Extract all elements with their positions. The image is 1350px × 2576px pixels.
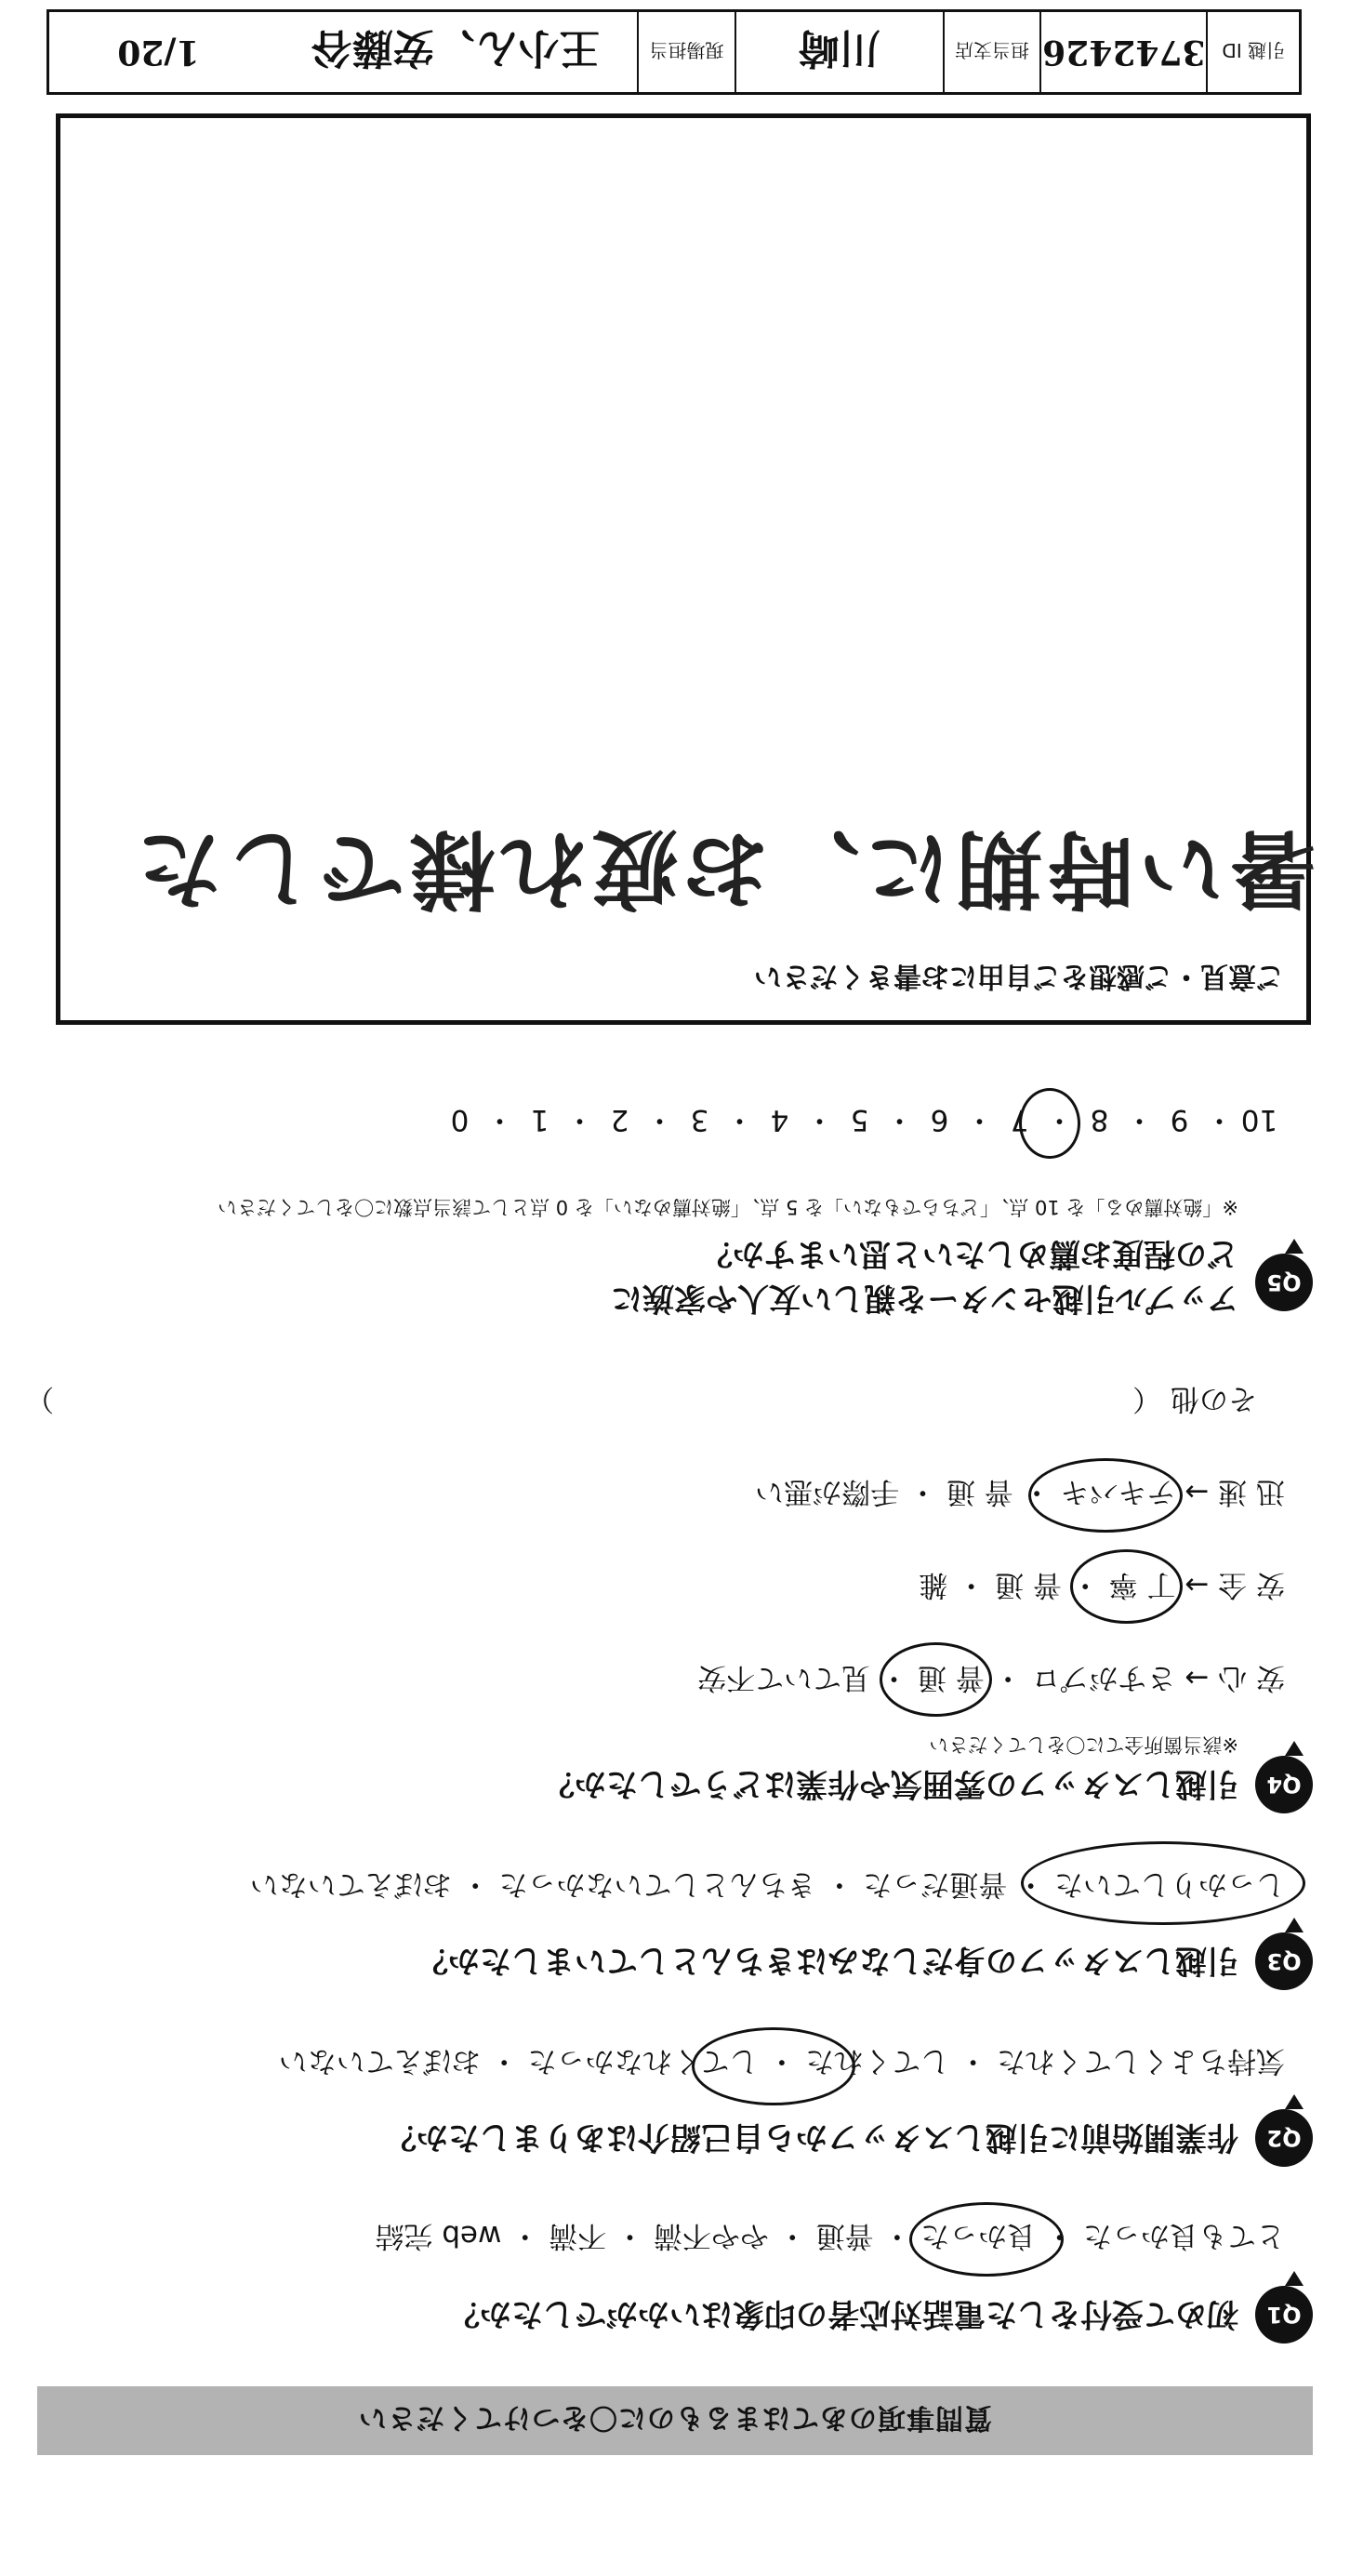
q5-score-1[interactable]: 1 bbox=[530, 1103, 549, 1136]
q5-score-0[interactable]: 0 bbox=[450, 1103, 470, 1136]
q5-note: ※「絶対薦める」を 10 点、「どちらでもない」を 5 点、「絶対薦めない」を 0 点として該当点数に〇をしてください bbox=[218, 1196, 1238, 1218]
q2-options: 気持ちよくしてくれた ・ してくれた ・ してくれなかった ・ おぼえていない bbox=[278, 2044, 1285, 2078]
q1-option-1[interactable]: とても良かった bbox=[1083, 2219, 1285, 2252]
q5-score-2[interactable]: 2 bbox=[610, 1103, 629, 1136]
q4-jinsoku-circle bbox=[1028, 1458, 1183, 1533]
q4-row-anzen: 安 全 → 丁 寧 ・ 普 通 ・ 雑 bbox=[919, 1568, 1285, 1601]
q4-other-label: その他 bbox=[1171, 1382, 1257, 1415]
page-value: 1/20 bbox=[117, 33, 200, 72]
q4-row-jinsoku: 迅 速 → テキパキ ・ 普 通 ・ 手際が悪い bbox=[755, 1475, 1285, 1508]
q5-score-6[interactable]: 6 bbox=[930, 1103, 949, 1136]
handwritten-comment: 暑い時期に、お疲れ様でした bbox=[130, 818, 1316, 919]
comment-box[interactable] bbox=[56, 113, 1316, 1025]
q4-row-label: 迅 速 bbox=[1218, 1475, 1285, 1508]
q1-options: とても良かった ・ 良かった ・ 普通 ・ やや不満 ・ 不満 ・ web 完結 bbox=[375, 2219, 1285, 2252]
q4-option[interactable]: 普 通 bbox=[917, 1661, 985, 1694]
instruction-text: 質問事項のあてはまるものに〇をつけてください bbox=[358, 2401, 992, 2434]
leader-label-cell bbox=[637, 12, 735, 92]
q5-text-line1: アップル引越センターを親しい友人や家族に bbox=[611, 1280, 1238, 1317]
leader-value-cell bbox=[49, 12, 637, 92]
q2-answer-circle bbox=[692, 2027, 855, 2105]
q4-option[interactable]: 普 通 bbox=[946, 1475, 1013, 1508]
q5-score-8[interactable]: 8 bbox=[1090, 1103, 1109, 1136]
q4-option[interactable]: さすがプロ bbox=[1031, 1661, 1176, 1694]
q4-option[interactable]: 普 通 bbox=[995, 1568, 1062, 1601]
q4-badge: Q4 bbox=[1255, 1741, 1313, 1813]
q4-anshin-circle bbox=[880, 1642, 992, 1717]
q4-note: ※該当箇所全てに〇をしてください bbox=[929, 1733, 1238, 1756]
id-value-cell bbox=[1039, 12, 1206, 92]
q5-badge: Q5 bbox=[1255, 1239, 1313, 1311]
branch-value: 川崎 bbox=[798, 24, 880, 72]
q1-text: 初めて受付をした電話対応者の印象はいかがでしたか？ bbox=[448, 2295, 1238, 2332]
branch-label-cell bbox=[943, 12, 1040, 92]
q4-option[interactable]: 丁 寧 bbox=[1108, 1568, 1176, 1601]
q5-score-3[interactable]: 3 bbox=[690, 1103, 709, 1136]
q5-score-10[interactable]: 10 bbox=[1240, 1103, 1278, 1136]
branch-label: 担当支店 bbox=[955, 39, 1030, 62]
q2-badge: Q2 bbox=[1255, 2094, 1313, 2167]
q5-score-4[interactable]: 4 bbox=[770, 1103, 789, 1136]
q1-option-5[interactable]: 不満 bbox=[549, 2219, 607, 2252]
q5-text-line2: どの程度お薦めしたいと思いますか？ bbox=[701, 1235, 1238, 1272]
q4-option[interactable]: 手際が悪い bbox=[755, 1475, 900, 1508]
leader-value: 王小ん、安藤谷 bbox=[311, 24, 601, 72]
q3-answer-circle bbox=[1021, 1841, 1305, 1925]
q1-option-3[interactable]: 普通 bbox=[815, 2219, 874, 2252]
id-label-cell bbox=[1206, 12, 1299, 92]
q5-score-5[interactable]: 5 bbox=[850, 1103, 869, 1136]
q4-row-label: 安 心 bbox=[1218, 1661, 1285, 1694]
q1-option-2[interactable]: 良かった bbox=[920, 2219, 1037, 2252]
q1-badge: Q1 bbox=[1255, 2271, 1313, 2344]
id-value: 3742426 bbox=[1042, 33, 1206, 72]
q4-other: その他 （） bbox=[25, 1382, 1257, 1415]
q5-score-9[interactable]: 9 bbox=[1170, 1103, 1189, 1136]
q3-badge: Q3 bbox=[1255, 1918, 1313, 1990]
q1-option-4[interactable]: やや不満 bbox=[653, 2219, 769, 2252]
q3-options: しっかりしていた ・ 普通だった ・ きちんとしていなかった ・ おぼえていない bbox=[249, 1867, 1285, 1901]
q3-option-1[interactable]: しっかりしていた bbox=[1054, 1867, 1285, 1901]
q1-option-6[interactable]: web 完結 bbox=[375, 2219, 502, 2252]
q3-option-4[interactable]: おぼえていない bbox=[249, 1867, 452, 1901]
q4-row-label: 安 全 bbox=[1218, 1568, 1285, 1601]
q2-option-3[interactable]: してくれなかった bbox=[527, 2044, 759, 2078]
id-label: 引越 ID bbox=[1222, 39, 1286, 62]
q2-option-1[interactable]: 気持ちよくしてくれた bbox=[997, 2044, 1285, 2078]
branch-value-cell bbox=[735, 12, 943, 92]
q2-option-4[interactable]: おぼえていない bbox=[278, 2044, 481, 2078]
q5-score-7[interactable]: 7 bbox=[1010, 1103, 1029, 1136]
q4-text: 引越しスタッフの雰囲気や作業はどうでしたか？ bbox=[543, 1765, 1238, 1802]
footer-table bbox=[46, 9, 1302, 95]
leader-label: 現場担当 bbox=[649, 39, 724, 62]
q3-option-3[interactable]: きちんとしていなかった bbox=[498, 1867, 816, 1901]
q5-answer-circle bbox=[1019, 1088, 1080, 1159]
q4-anzen-circle bbox=[1070, 1549, 1183, 1624]
comment-title: ご意見・ご感想をご自由にお書きください bbox=[754, 960, 1284, 992]
q4-row-anshin: 安 心 → さすがプロ ・ 普 通 ・ 見ていて不安 bbox=[697, 1661, 1285, 1694]
q4-option[interactable]: テキパキ bbox=[1060, 1475, 1176, 1508]
q3-text: 引越しスタッフの身だしなみはきちんとしていましたか？ bbox=[417, 1942, 1238, 1979]
q4-option[interactable]: 見ていて不安 bbox=[697, 1661, 871, 1694]
instruction-banner bbox=[37, 2386, 1313, 2455]
q2-option-2[interactable]: してくれた bbox=[805, 2044, 950, 2078]
q5-scale: 10・9・8・7・6・5・4・3・2・1・0 bbox=[434, 1102, 1285, 1144]
q3-option-2[interactable]: 普通だった bbox=[863, 1867, 1008, 1901]
q4-option[interactable]: 雑 bbox=[919, 1568, 948, 1601]
q1-answer-circle bbox=[909, 2202, 1064, 2277]
q2-text: 作業開始前に引越しスタッフから自己紹介はありましたか？ bbox=[385, 2118, 1238, 2156]
